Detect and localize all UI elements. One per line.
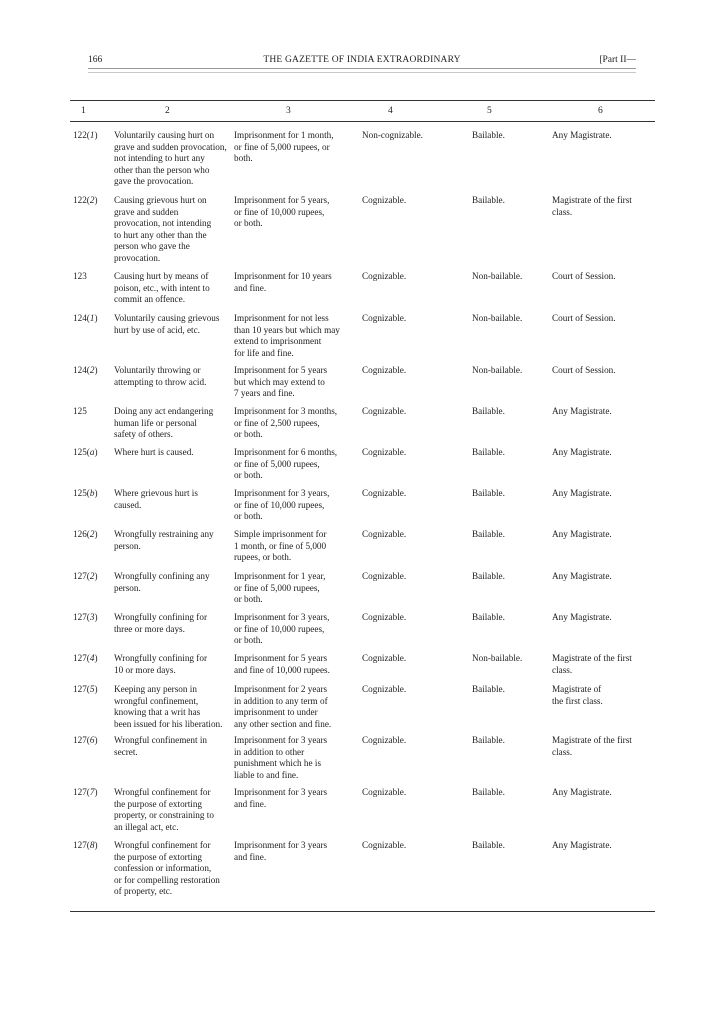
bailable-cell: Non-bailable. bbox=[472, 365, 523, 375]
column-header-3: 3 bbox=[286, 106, 291, 116]
court-cell: Court of Session. bbox=[552, 313, 616, 323]
section-cell: 127(3) bbox=[73, 612, 98, 622]
offence-cell: Wrongfully restraining any person. bbox=[114, 529, 214, 551]
cognizable-cell: Cognizable. bbox=[362, 571, 407, 581]
court-cell: Magistrate of the first class. bbox=[552, 653, 632, 675]
section-cell: 127(4) bbox=[73, 653, 98, 663]
punishment-cell: Imprisonment for 5 years and fine of 10,000 rupees. bbox=[234, 653, 330, 675]
section-cell: 125(b) bbox=[73, 488, 98, 498]
section-cell: 122(2) bbox=[73, 195, 98, 205]
cognizable-cell: Cognizable. bbox=[362, 840, 407, 850]
offence-cell: Causing grievous hurt on grave and sudden provocation, not intending to hurt any other than the person who gave the provocation. bbox=[114, 195, 212, 263]
bailable-cell: Non-bailable. bbox=[472, 653, 523, 663]
offence-cell: Wrongful confinement for the purpose of extorting confession or information, or for compelling restoration of property, etc. bbox=[114, 840, 220, 897]
bailable-cell: Non-bailable. bbox=[472, 271, 523, 281]
column-header-2: 2 bbox=[165, 106, 170, 116]
column-header-5: 5 bbox=[487, 106, 492, 116]
punishment-cell: Imprisonment for 6 months, or fine of 5,000 rupees, or both. bbox=[234, 447, 338, 481]
cognizable-cell: Cognizable. bbox=[362, 529, 407, 539]
section-cell: 124(2) bbox=[73, 365, 98, 375]
court-cell: Any Magistrate. bbox=[552, 488, 612, 498]
court-cell: Any Magistrate. bbox=[552, 447, 612, 457]
bailable-cell: Bailable. bbox=[472, 612, 505, 622]
offence-cell: Keeping any person in wrongful confinement, knowing that a writ has been issued for his liberation. bbox=[114, 684, 223, 729]
punishment-cell: Imprisonment for 3 months, or fine of 2,500 rupees, or both. bbox=[234, 406, 338, 440]
court-cell: Magistrate of the first class. bbox=[552, 684, 603, 706]
court-cell: Court of Session. bbox=[552, 271, 616, 281]
section-cell: 125 bbox=[73, 406, 87, 416]
punishment-cell: Imprisonment for 3 years, or fine of 10,000 rupees, or both. bbox=[234, 488, 330, 522]
section-cell: 122(1) bbox=[73, 130, 98, 140]
punishment-cell: Imprisonment for 1 month, or fine of 5,000 rupees, or both. bbox=[234, 130, 334, 164]
punishment-cell: Imprisonment for 5 years, or fine of 10,000 rupees, or both. bbox=[234, 195, 330, 229]
page-number: 166 bbox=[88, 55, 103, 65]
bailable-cell: Bailable. bbox=[472, 488, 505, 498]
cognizable-cell: Cognizable. bbox=[362, 406, 407, 416]
court-cell: Any Magistrate. bbox=[552, 571, 612, 581]
offence-cell: Where grievous hurt is caused. bbox=[114, 488, 198, 510]
punishment-cell: Imprisonment for 10 years and fine. bbox=[234, 271, 332, 293]
court-cell: Any Magistrate. bbox=[552, 529, 612, 539]
punishment-cell: Imprisonment for 3 years in addition to other punishment which he is liable to and fine. bbox=[234, 735, 328, 780]
cognizable-cell: Cognizable. bbox=[362, 313, 407, 323]
offence-cell: Wrongful confinement in secret. bbox=[114, 735, 208, 757]
part-label: [Part II— bbox=[599, 55, 636, 65]
bailable-cell: Bailable. bbox=[472, 840, 505, 850]
offence-cell: Wrongful confinement for the purpose of extorting property, or constraining to an illegal act, etc. bbox=[114, 787, 214, 832]
bailable-cell: Bailable. bbox=[472, 735, 505, 745]
punishment-cell: Imprisonment for 3 years and fine. bbox=[234, 787, 328, 809]
cognizable-cell: Cognizable. bbox=[362, 365, 407, 375]
offence-cell: Where hurt is caused. bbox=[114, 447, 194, 457]
court-cell: Any Magistrate. bbox=[552, 840, 612, 850]
cognizable-cell: Cognizable. bbox=[362, 488, 407, 498]
cognizable-cell: Cognizable. bbox=[362, 447, 407, 457]
bailable-cell: Non-bailable. bbox=[472, 313, 523, 323]
court-cell: Any Magistrate. bbox=[552, 406, 612, 416]
court-cell: Court of Session. bbox=[552, 365, 616, 375]
section-cell: 123 bbox=[73, 271, 87, 281]
punishment-cell: Imprisonment for 2 years in addition to any term of imprisonment to under any other section and fine. bbox=[234, 684, 332, 729]
bailable-cell: Bailable. bbox=[472, 130, 505, 140]
bailable-cell: Bailable. bbox=[472, 529, 505, 539]
cognizable-cell: Cognizable. bbox=[362, 653, 407, 663]
gazette-title: THE GAZETTE OF INDIA EXTRAORDINARY bbox=[263, 55, 461, 65]
section-cell: 127(2) bbox=[73, 571, 98, 581]
punishment-cell: Imprisonment for 1 year, or fine of 5,000 rupees, or both. bbox=[234, 571, 326, 605]
offence-cell: Voluntarily causing hurt on grave and sudden provocation, not intending to hurt any other than the person who gave the provocation. bbox=[114, 130, 227, 187]
punishment-cell: Imprisonment for 3 years, or fine of 10,000 rupees, or both. bbox=[234, 612, 330, 646]
bailable-cell: Bailable. bbox=[472, 406, 505, 416]
offence-cell: Doing any act endangering human life or personal safety of others. bbox=[114, 406, 214, 440]
offence-cell: Voluntarily causing grievous hurt by use of acid, etc. bbox=[114, 313, 220, 335]
bailable-cell: Bailable. bbox=[472, 447, 505, 457]
bailable-cell: Bailable. bbox=[472, 787, 505, 797]
section-cell: 124(1) bbox=[73, 313, 98, 323]
bailable-cell: Bailable. bbox=[472, 684, 505, 694]
cognizable-cell: Cognizable. bbox=[362, 271, 407, 281]
cognizable-cell: Cognizable. bbox=[362, 612, 407, 622]
cognizable-cell: Cognizable. bbox=[362, 735, 407, 745]
cognizable-cell: Cognizable. bbox=[362, 195, 407, 205]
punishment-cell: Imprisonment for not less than 10 years but which may extend to imprisonment for life and fine. bbox=[234, 313, 340, 358]
section-cell: 126(2) bbox=[73, 529, 98, 539]
cognizable-cell: Cognizable. bbox=[362, 787, 407, 797]
offence-cell: Causing hurt by means of poison, etc., with intent to commit an offence. bbox=[114, 271, 210, 305]
section-cell: 127(5) bbox=[73, 684, 98, 694]
column-header-4: 4 bbox=[388, 106, 393, 116]
section-cell: 127(6) bbox=[73, 735, 98, 745]
cognizable-cell: Non-cognizable. bbox=[362, 130, 423, 140]
court-cell: Magistrate of the first class. bbox=[552, 735, 632, 757]
punishment-cell: Imprisonment for 5 years but which may extend to 7 years and fine. bbox=[234, 365, 328, 399]
section-cell: 127(7) bbox=[73, 787, 98, 797]
section-cell: 127(8) bbox=[73, 840, 98, 850]
bailable-cell: Bailable. bbox=[472, 571, 505, 581]
section-cell: 125(a) bbox=[73, 447, 98, 457]
cognizable-cell: Cognizable. bbox=[362, 684, 407, 694]
table-bottom-rule bbox=[70, 911, 655, 912]
punishment-cell: Simple imprisonment for 1 month, or fine of 5,000 rupees, or both. bbox=[234, 529, 327, 563]
court-cell: Any Magistrate. bbox=[552, 130, 612, 140]
bailable-cell: Bailable. bbox=[472, 195, 505, 205]
column-header-6: 6 bbox=[598, 106, 603, 116]
offence-cell: Voluntarily throwing or attempting to throw acid. bbox=[114, 365, 207, 387]
offence-cell: Wrongfully confining for three or more days. bbox=[114, 612, 208, 634]
column-header-1: 1 bbox=[81, 106, 86, 116]
court-cell: Any Magistrate. bbox=[552, 612, 612, 622]
offence-cell: Wrongfully confining any person. bbox=[114, 571, 210, 593]
court-cell: Magistrate of the first class. bbox=[552, 195, 632, 217]
punishment-cell: Imprisonment for 3 years and fine. bbox=[234, 840, 328, 862]
offence-cell: Wrongfully confining for 10 or more days. bbox=[114, 653, 208, 675]
court-cell: Any Magistrate. bbox=[552, 787, 612, 797]
